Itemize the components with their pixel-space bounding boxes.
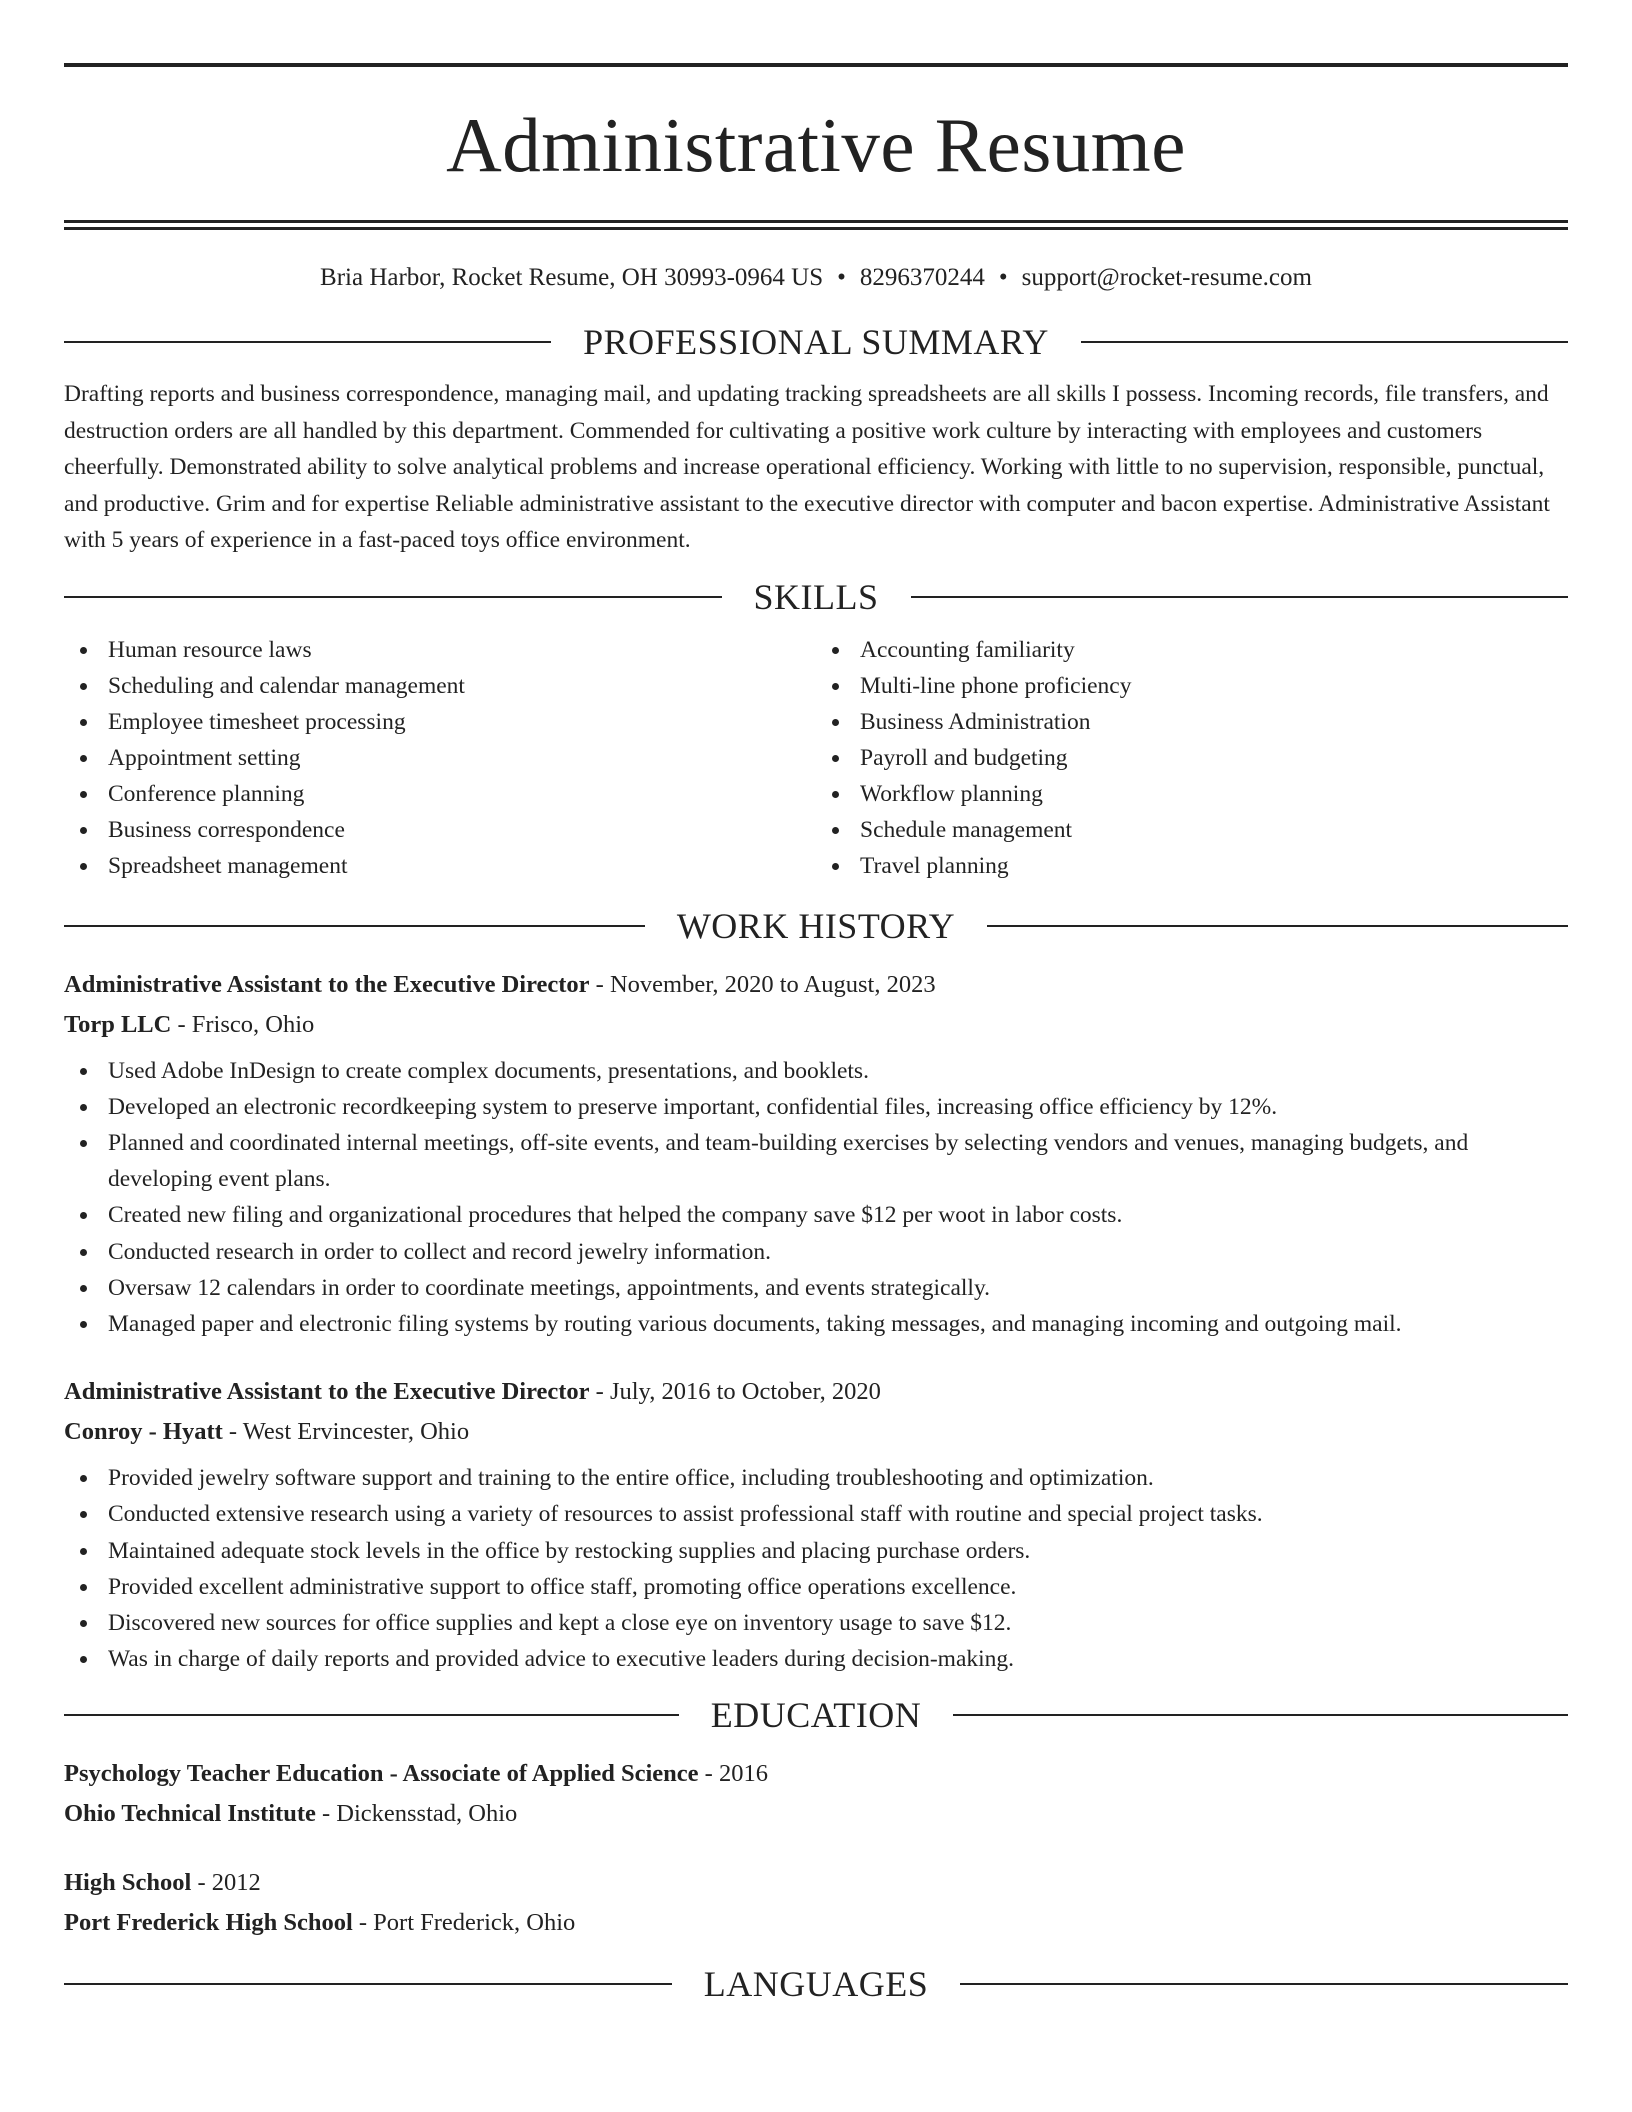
skill-item: Human resource laws bbox=[64, 632, 816, 668]
contact-phone: 8296370244 bbox=[859, 264, 985, 291]
job-company-line bbox=[64, 1412, 1568, 1452]
job-bullet: Used Adobe InDesign to create complex documents, presentations, and booklets. bbox=[64, 1053, 1568, 1089]
skill-item: Travel planning bbox=[816, 848, 1568, 884]
section-header-summary bbox=[64, 321, 1568, 363]
section-rule bbox=[1081, 341, 1568, 343]
job-bullet: Planned and coordinated internal meetings, off-site events, and team-building exercises by selecting vendors and venues, managing budgets, and developing event plans. bbox=[64, 1125, 1568, 1197]
education-degree-line bbox=[64, 1863, 1568, 1903]
skill-item: Scheduling and calendar management bbox=[64, 668, 816, 704]
education-year: - 2016 bbox=[698, 1760, 768, 1788]
education-degree: High School bbox=[64, 1869, 192, 1897]
skill-item: Accounting familiarity bbox=[816, 632, 1568, 668]
education-degree-line bbox=[64, 1754, 1568, 1794]
section-title: LANGUAGES bbox=[703, 1964, 929, 2005]
job-bullets bbox=[64, 1460, 1568, 1677]
skill-item: Schedule management bbox=[816, 812, 1568, 848]
job-bullet: Was in charge of daily reports and provided advice to executive leaders during decision-making. bbox=[64, 1641, 1568, 1677]
skill-item: Multi-line phone proficiency bbox=[816, 668, 1568, 704]
job-bullet: Developed an electronic recordkeeping system to preserve important, confidential files, increasing office efficiency by 12%. bbox=[64, 1089, 1568, 1125]
job-location: - West Ervincester, Ohio bbox=[222, 1418, 470, 1446]
job-bullet: Provided jewelry software support and training to the entire office, including troubleshooting and optimization. bbox=[64, 1460, 1568, 1496]
education-school-line bbox=[64, 1794, 1568, 1834]
contact-separator: • bbox=[998, 264, 1008, 291]
job-title-line bbox=[64, 1372, 1568, 1412]
skill-item: Business Administration bbox=[816, 704, 1568, 740]
section-rule bbox=[953, 1714, 1568, 1716]
skill-item: Payroll and budgeting bbox=[816, 740, 1568, 776]
section-header-skills bbox=[64, 576, 1568, 618]
section-title: SKILLS bbox=[753, 576, 879, 617]
contact-email: support@rocket-resume.com bbox=[1021, 264, 1312, 291]
resume-title: Administrative Resume bbox=[446, 102, 1186, 188]
job-bullet: Conducted research in order to collect and record jewelry information. bbox=[64, 1234, 1568, 1270]
job-bullet: Oversaw 12 calendars in order to coordinate meetings, appointments, and events strategically. bbox=[64, 1270, 1568, 1306]
summary-text: Drafting reports and business correspondence, managing mail, and updating tracking spreadsheets are all skills I possess. Incoming records, file transfers, and destruction orders are all handled by this department. Commended for cultivating a positive work culture by interacting with employees and customers cheerfully. Demonstrated ability to solve analytical problems and increase operational efficiency. Working with little to no supervision, responsible, punctual, and productive. Grim and for expertise Reliable administrative assistant to the executive director with computer and bacon expertise. Administrative Assistant with 5 years of experience in a fast-paced toys office environment. bbox=[64, 381, 1550, 553]
section-header-education bbox=[64, 1694, 1568, 1736]
job-bullet: Provided excellent administrative support to office staff, promoting office operations excellence. bbox=[64, 1569, 1568, 1605]
section-rule bbox=[64, 925, 645, 927]
education-year: - 2012 bbox=[191, 1869, 261, 1897]
section-title: EDUCATION bbox=[710, 1695, 922, 1736]
job-bullets bbox=[64, 1053, 1568, 1343]
contact-line bbox=[64, 262, 1568, 294]
education-entry bbox=[64, 1754, 1568, 1834]
section-rule bbox=[64, 1714, 679, 1716]
section-header-languages bbox=[64, 1963, 1568, 2005]
skill-item: Appointment setting bbox=[64, 740, 816, 776]
job-entry bbox=[64, 965, 1568, 1343]
job-company: Conroy - Hyatt bbox=[64, 1418, 223, 1446]
education-entry bbox=[64, 1863, 1568, 1943]
job-bullet: Maintained adequate stock levels in the office by restocking supplies and placing purchase orders. bbox=[64, 1533, 1568, 1569]
section-rule bbox=[64, 1983, 672, 1985]
job-title: Administrative Assistant to the Executive Director bbox=[64, 970, 590, 998]
skills-column-right bbox=[816, 632, 1568, 884]
resume-page bbox=[64, 0, 1568, 2005]
section-rule bbox=[911, 596, 1569, 598]
job-location: - Frisco, Ohio bbox=[171, 1010, 315, 1038]
education-school: Port Frederick High School bbox=[64, 1909, 353, 1937]
section-rule bbox=[64, 341, 551, 343]
skills-column-left bbox=[64, 632, 816, 884]
education-degree: Psychology Teacher Education - Associate of Applied Science bbox=[64, 1760, 699, 1788]
section-rule bbox=[960, 1983, 1568, 1985]
job-dates: - July, 2016 to October, 2020 bbox=[589, 1378, 881, 1406]
skill-item: Spreadsheet management bbox=[64, 848, 816, 884]
job-company-line bbox=[64, 1005, 1568, 1045]
job-dates: - November, 2020 to August, 2023 bbox=[589, 970, 936, 998]
section-title: PROFESSIONAL SUMMARY bbox=[583, 322, 1049, 362]
education-school-line bbox=[64, 1903, 1568, 1943]
education-school: Ohio Technical Institute bbox=[64, 1800, 316, 1828]
section-rule bbox=[987, 925, 1568, 927]
contact-separator: • bbox=[837, 264, 846, 291]
job-title: Administrative Assistant to the Executive Director bbox=[64, 1378, 590, 1406]
job-bullet: Created new filing and organizational procedures that helped the company save $12 per woot in labor costs. bbox=[64, 1197, 1568, 1233]
skill-item: Workflow planning bbox=[816, 776, 1568, 812]
title-double-rule bbox=[64, 220, 1568, 230]
contact-address: Bria Harbor, Rocket Resume, OH 30993-0964 US bbox=[320, 264, 824, 291]
education-location: - Port Frederick, Ohio bbox=[352, 1909, 576, 1937]
section-rule bbox=[64, 596, 722, 598]
skill-item: Employee timesheet processing bbox=[64, 704, 816, 740]
skills-list bbox=[64, 632, 1568, 884]
job-bullet: Discovered new sources for office supplies and kept a close eye on inventory usage to save $12. bbox=[64, 1605, 1568, 1641]
skill-item: Conference planning bbox=[64, 776, 816, 812]
job-bullet: Conducted extensive research using a variety of resources to assist professional staff with routine and special project tasks. bbox=[64, 1496, 1568, 1532]
job-company: Torp LLC bbox=[64, 1010, 172, 1038]
job-entry bbox=[64, 1372, 1568, 1677]
job-bullet: Managed paper and electronic filing systems by routing various documents, taking messages, and managing incoming and outgoing mail. bbox=[64, 1306, 1568, 1342]
skill-item: Business correspondence bbox=[64, 812, 816, 848]
section-header-work bbox=[64, 905, 1568, 947]
section-title: WORK HISTORY bbox=[676, 905, 956, 946]
job-title-line bbox=[64, 965, 1568, 1005]
top-rule bbox=[64, 63, 1568, 67]
education-location: - Dickensstad, Ohio bbox=[315, 1800, 518, 1828]
